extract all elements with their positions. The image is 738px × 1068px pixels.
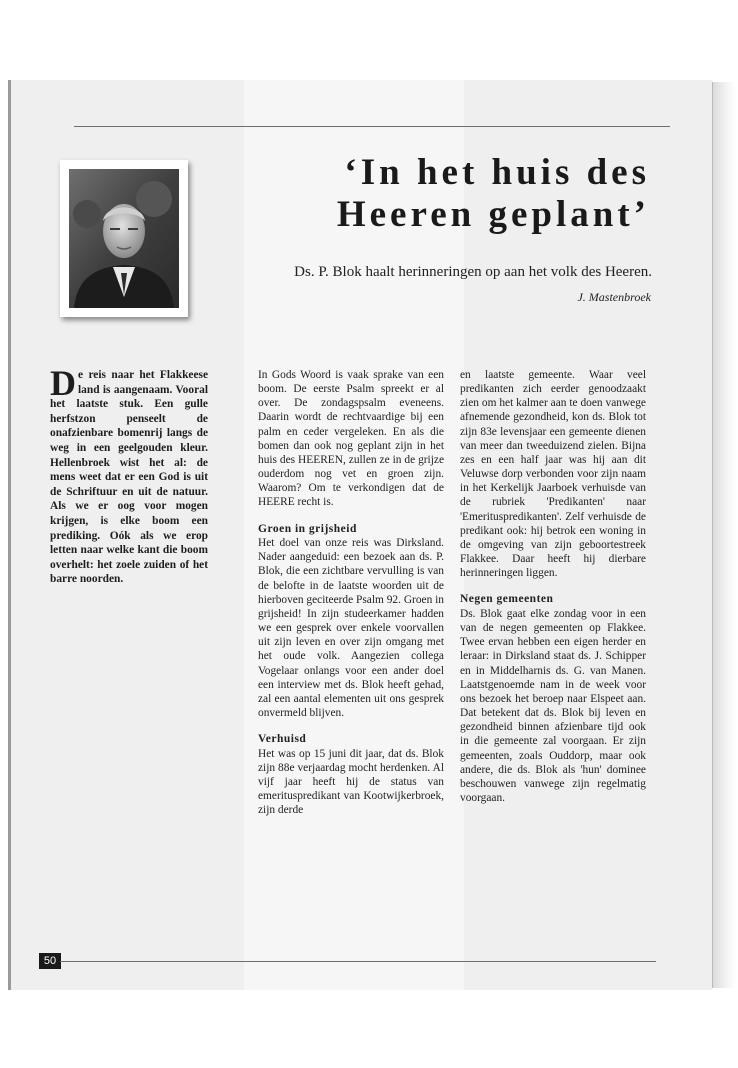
intro-text: e reis naar het Flakkeese land is aangenaam. Vooral het laatste stuk. Een gulle herfstzon penseelt de onafzienbare bomenrij langs de weg in een geelgouden kleur. Hellenbroek wist het al: de mens weet dat er een God is uit de Schriftuur en uit de natuur. Als we er oog voor mogen krijgen, is elke boom een prediking. Oók als we erop letten naar welke kant die boom overhelt: het zoele zuiden of het barre noorden. <box>50 369 208 586</box>
section-heading-groen-in-grijsheid: Groen in grijsheid <box>258 522 357 535</box>
column2-paragraph-2: Ds. Blok gaat elke zondag voor in een van de negen gemeenten op Flakkee. Twee ervan hebben een eigen herder en leraar: in Dirksland staat ds. J. Schipper en in Middelharnis ds. G. van Manen. Laatstgenoemde nam in de week voor ons bezoek het beroep naar Elspeet aan. Dat betekent dat ds. Blok bij leven en gezondheid binnen afzienbare tijd ook in die gemeente zal voorgaan. Er zijn gemeenten, zoals Ouddorp, maar ook andere, die ds. Blok als 'hun' dominee beschouwen vanwege zijn regelmatig voorgaan. <box>460 607 646 804</box>
column1-paragraph-3: Het was op 15 juni dit jaar, dat ds. Blok zijn 88e verjaardag mocht herdenken. Al vijf jaar heeft hij de status van emerituspredikant van Kootwijkerbroek, zijn derde <box>258 747 444 817</box>
column1-paragraph-1: In Gods Woord is vaak sprake van een boom. De eerste Psalm spreekt er al over. De zondagspsalm eveneens. Daarin wordt de rechtvaardige bij een palm en ceder vergeleken. En als die bomen dan ook nog geplant zijn in het huis des HEEREN, zullen ze in de grijze ouderdom nog vet en groen zijn. Waarom? Om te verkondigen dat de HEERE recht is. <box>258 369 444 509</box>
page-number: 50 <box>39 953 61 969</box>
section-heading-negen-gemeenten: Negen gemeenten <box>460 593 554 606</box>
top-rule <box>74 126 670 127</box>
body-column-2 <box>460 368 646 805</box>
drop-cap: D <box>50 363 76 403</box>
section-heading-verhuisd: Verhuisd <box>258 733 307 746</box>
column1-paragraph-2: Het doel van onze reis was Dirksland. Nader aangeduid: een bezoek aan ds. P. Blok, die een zichtbare vervulling is van de belofte in de laatste woorden uit de hierboven geciteerde Psalm 92. Groen in grijsheid! In zijn studeerkamer hadden we een gesprek over enkele voorvallen uit zijn leven en over zijn omgang met het oude volk. Aangezien collega Vogelaar onlangs voor een ander doel een interview met ds. Blok heeft gehad, zal een aantal elementen uit ons gesprek onvermeld blijven. <box>258 537 444 720</box>
intro-paragraph <box>50 363 208 587</box>
next-page-edge <box>712 82 736 988</box>
article-subtitle: Ds. P. Blok haalt herinneringen op aan het volk des Heeren. <box>294 264 652 280</box>
article-title: ‘In het huis des Heeren geplant’ <box>336 152 650 235</box>
portrait-photo-frame <box>60 160 188 317</box>
page-edge-line <box>712 82 713 988</box>
bottom-rule <box>60 961 656 962</box>
page-spine <box>8 80 11 990</box>
portrait-photo <box>69 169 179 308</box>
body-column-1 <box>258 368 444 818</box>
column2-paragraph-1: en laatste gemeente. Waar veel predikanten zich eerder genoodzaakt zien om het kalmer aan te doen vanwege afnemende gezondheid, kon ds. Blok tot zijn 83e levensjaar een gemeente dienen van meer dan tweeduizend zielen. Bijna zes en een half jaar was hij aan dit Veluwse dorp verbonden voor zijn naam in het Kerkelijk Jaarboek verhuisde van de rubriek 'Predikanten' naar 'Emerituspredikanten'. Zelf verhuisde de predikant ook: hij betrok een woning in de omgeving van zijn geboortestreek Flakkee. Daar heeft hij dierbare herinneringen liggen. <box>460 369 646 580</box>
article-author: J. Mastenbroek <box>577 290 651 304</box>
